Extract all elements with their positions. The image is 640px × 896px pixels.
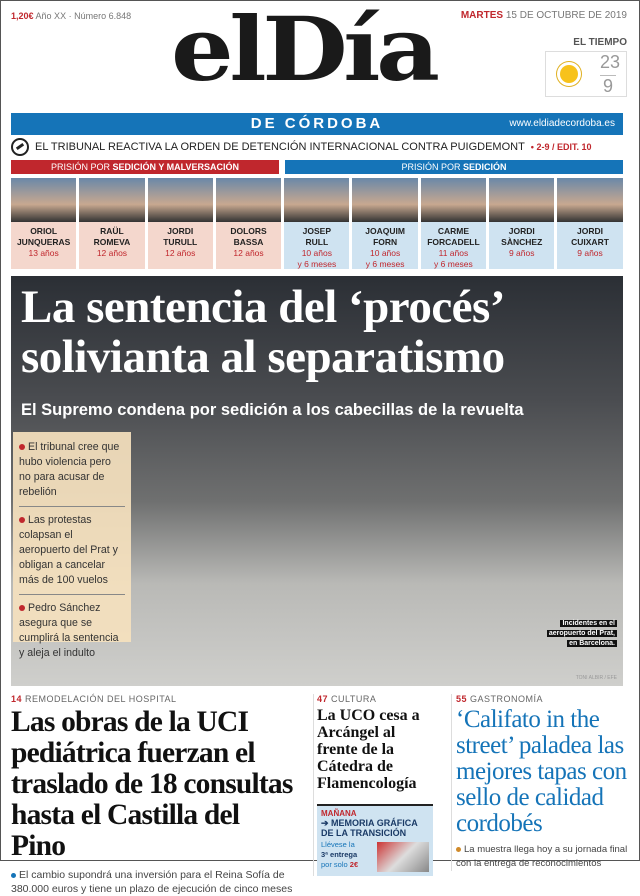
sun-icon — [560, 65, 578, 83]
story-kicker: 14 REMODELACIÓN DEL HOSPITAL — [11, 694, 177, 704]
story-kicker: 55 GASTRONOMÍA — [456, 694, 544, 704]
story-uci[interactable] — [11, 694, 296, 896]
lead-subhead: El Supremo condena por sedición a los cabecillas de la revuelta — [21, 401, 524, 419]
person-photo — [216, 178, 281, 222]
bullet-item: Pedro Sánchez asegura que se cumplirá la sentencia y aleja el indulto — [19, 602, 119, 659]
person-photo — [11, 178, 76, 222]
photo-caption: Incidentes en el aeropuerto del Prat, en Barcelona. — [548, 620, 615, 647]
temp-max: 23 — [599, 52, 620, 72]
temp-min: 9 — [600, 75, 616, 97]
person-card: DOLORS BASSA 12 años — [216, 178, 281, 269]
bullet-icon — [19, 517, 25, 523]
bullet-icon — [19, 444, 25, 450]
lead-bullets — [13, 432, 131, 659]
weather-label: EL TIEMPO — [573, 37, 627, 48]
bullet-icon — [456, 847, 461, 852]
person-photo — [352, 178, 417, 222]
lead-headline[interactable]: La sentencia del ‘procés’ solivianta al separatismo — [21, 281, 505, 383]
story-headline: ‘Califato in the street’ paladea las mejores tapas con sello de calidad cordobés — [456, 706, 627, 837]
story-dek: El cambio supondrá una inversión para el Reina Sofía de 380.000 euros y tiene un plazo de ejecución de cinco meses — [11, 869, 293, 895]
person-photo — [489, 178, 554, 222]
edition-name: DE CÓRDOBA — [250, 115, 384, 132]
group-header-sedicion: PRISIÓN POR SEDICIÓN — [285, 160, 623, 174]
date: MARTES 15 DE OCTUBRE DE 2019 — [460, 10, 627, 21]
person-photo — [148, 178, 213, 222]
photo-credit: TONI ALBIR / EFE — [575, 675, 617, 681]
group-header-malversacion: PRISIÓN POR SEDICIÓN Y MALVERSACIÓN — [11, 160, 279, 174]
topline-text: EL TRIBUNAL REACTIVA LA ORDEN DE DETENCIÓN INTERNACIONAL CONTRA PUIGDEMONT — [35, 141, 525, 153]
person-card: JOSEP RULL 10 años y 6 meses — [284, 178, 349, 269]
edition-bar — [11, 113, 623, 135]
bullet-item: El tribunal cree que hubo violencia pero no para acusar de rebelión — [19, 440, 125, 507]
person-photo — [284, 178, 349, 222]
person-card: JORDI CUIXART 9 años — [557, 178, 622, 269]
promo-image — [377, 842, 429, 872]
person-card: CARME FORCADELL 11 años y 6 meses — [421, 178, 486, 269]
person-photo — [79, 178, 144, 222]
logo[interactable]: elDía — [171, 0, 436, 101]
price-issue: 1,20€ Año XX · Número 6.848 — [11, 11, 132, 21]
topline[interactable] — [11, 138, 591, 156]
story-califato[interactable] — [451, 694, 631, 871]
person-card: JOAQUIM FORN 10 años y 6 meses — [352, 178, 417, 269]
person-card: JORDI TURULL 12 años — [148, 178, 213, 269]
bullet-item: Las protestas colapsan el aeropuerto del Prat y obligan a cancelar más de 100 vuelos — [19, 513, 125, 595]
promo-memoria[interactable]: MAÑANA ➔ MEMORIA GRÁFICA DE LA TRANSICIÓN Llévese la 3ª entrega por solo 2€ — [317, 804, 433, 876]
weather-box — [545, 51, 627, 97]
story-headline: Las obras de la UCI pediátrica fuerzan el traslado de 18 consultas hasta el Castilla del Pino — [11, 706, 293, 862]
person-card: RAÜL ROMEVA 12 años — [79, 178, 144, 269]
gavel-icon — [11, 138, 29, 156]
bullet-icon — [19, 605, 25, 611]
story-uco[interactable] — [313, 694, 433, 876]
story-dek: La muestra llega hoy a su jornada final con la entrega de reconocimientos — [456, 844, 628, 869]
bullet-icon — [11, 873, 16, 878]
person-card: JORDI SÀNCHEZ 9 años — [489, 178, 554, 269]
page-ref: • 2-9 / EDIT. 10 — [530, 142, 592, 152]
sentences-list — [11, 178, 623, 269]
person-card: ORIOL JUNQUERAS 13 años — [11, 178, 76, 269]
story-kicker: 47 CULTURA — [317, 694, 377, 704]
website-link[interactable]: www.eldiadecordoba.es — [509, 118, 615, 129]
person-photo — [557, 178, 622, 222]
person-photo — [421, 178, 486, 222]
story-headline: La UCO cesa a Arcángel al frente de la Cátedra de Flamencología — [317, 707, 420, 792]
